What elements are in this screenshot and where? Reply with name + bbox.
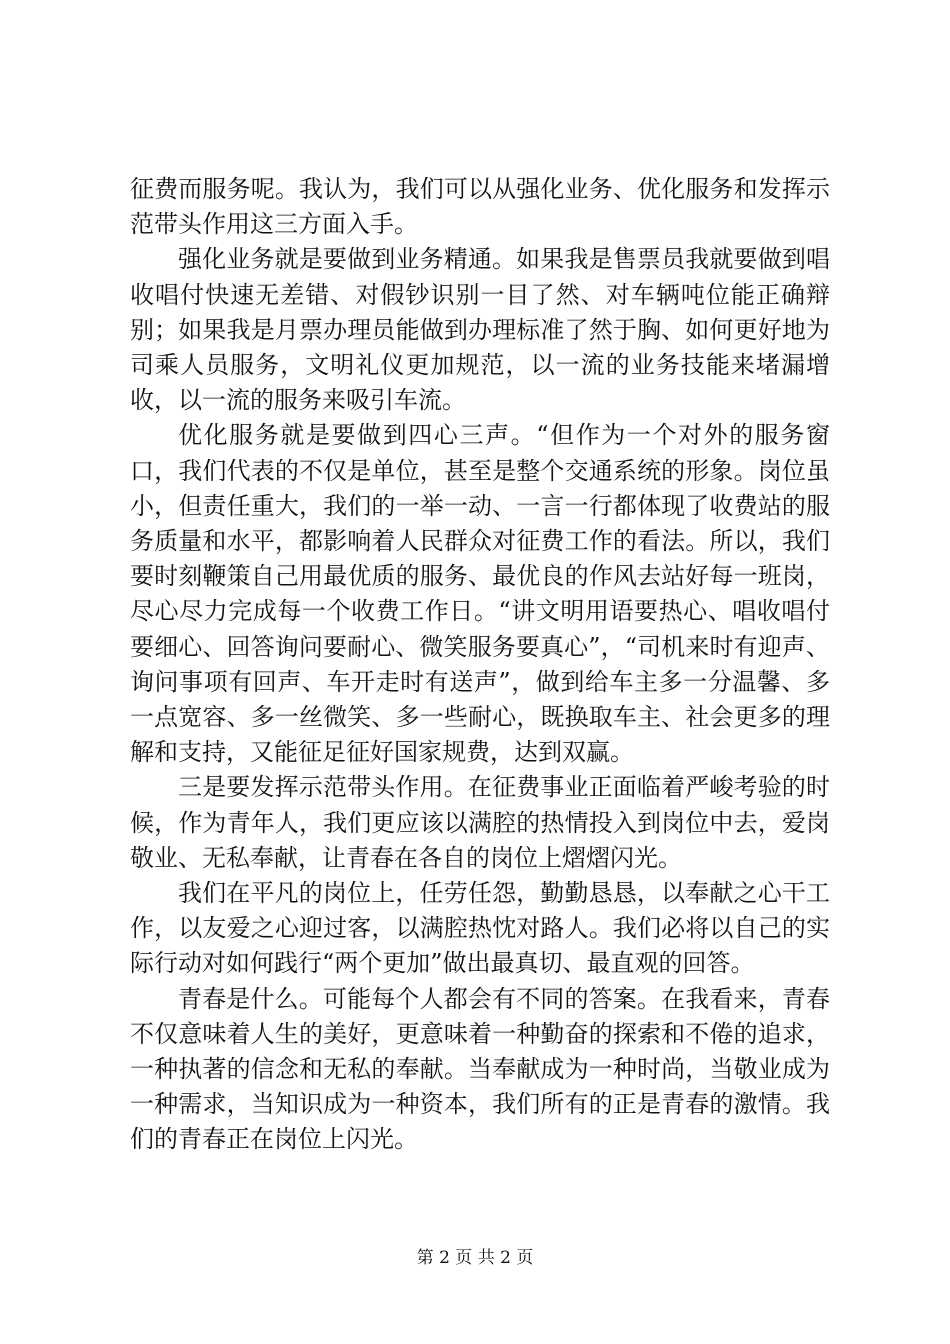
paragraph-optimize-service: 优化服务就是要做到四心三声。“但作为一个对外的服务窗口，我们代表的不仅是单位，甚至是整个交通系统的形象。岗位虽小，但责任重大，我们的一举一动、一言一行都体现了收费站的服务质量和水平，都影响着人民群众对征费工作的看法。所以，我们要时刻鞭策自己用最优质的服务、最优良的作风去站好每一班岗，尽心尽力完成每一个收费工作日。“讲文明用语要热心、唱收唱付要细心、回答询问要耐心、微笑服务要真心”，“司机来时有迎声、询问事项有回声、车开走时有送声”，做到给车主多一分温馨、多一点宽容、多一丝微笑、多一些耐心，既换取车主、社会更多的理解和支持，又能征足征好国家规费，达到双赢。 — [130, 421, 830, 767]
paragraph-exemplary-role: 三是要发挥示范带头作用。在征费事业正面临着严峻考验的时候，作为青年人，我们更应该以满腔的热情投入到岗位中去，爱岗敬业、无私奉献，让青春在各自的岗位上熠熠闪光。 — [130, 773, 830, 872]
document-body — [130, 172, 830, 1158]
page-number-footer: 第 2 页 共 2 页 — [416, 1248, 534, 1268]
paragraph-strengthen-business: 强化业务就是要做到业务精通。如果我是售票员我就要做到唱收唱付快速无差错、对假钞识别一目了然、对车辆吨位能正确辩别；如果我是月票办理员能做到办理标准了然于胸、如何更好地为司乘人员服务，文明礼仪更加规范，以一流的业务技能来堵漏增收，以一流的服务来吸引车流。 — [130, 245, 830, 415]
paragraph-youth: 青春是什么。可能每个人都会有不同的答案。在我看来，青春不仅意味着人生的美好，更意味着一种勤奋的探索和不倦的追求，一种执著的信念和无私的奉献。当奉献成为一种时尚，当敬业成为一种需求，当知识成为一种资本，我们所有的正是青春的激情。我们的青春正在岗位上闪光。 — [130, 984, 830, 1154]
paragraph-continuation: 征费而服务呢。我认为，我们可以从强化业务、优化服务和发挥示范带头作用这三方面入手。 — [130, 175, 830, 239]
paragraph-ordinary-post: 我们在平凡的岗位上，任劳任怨，勤勤恳恳，以奉献之心干工作，以友爱之心迎过客，以满腔热忱对路人。我们必将以自己的实际行动对如何践行“两个更加”做出最真切、最直观的回答。 — [130, 879, 830, 978]
